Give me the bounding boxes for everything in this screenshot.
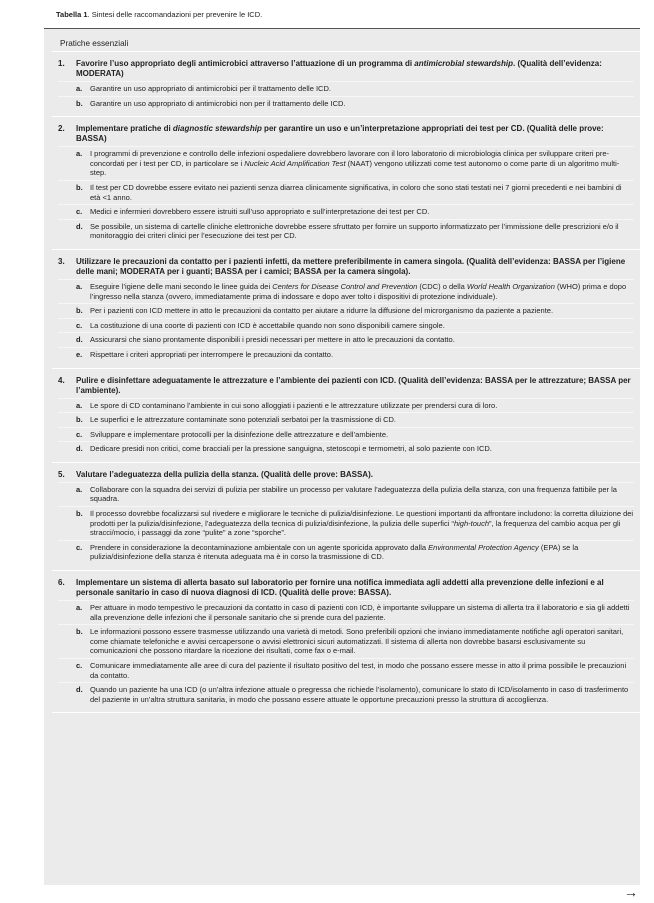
recommendation-text bbox=[76, 470, 373, 480]
recommendation-number: 3. bbox=[58, 256, 65, 266]
table-caption-label: Tabella 1 bbox=[56, 10, 88, 19]
sub-text bbox=[90, 444, 492, 454]
recommendation-number: 1. bbox=[58, 59, 65, 68]
sub-recommendation bbox=[58, 398, 634, 413]
sub-text bbox=[90, 149, 634, 178]
recommendation-text bbox=[76, 59, 634, 79]
text-run: Le spore di CD contaminano l’ambiente in cui sono alloggiati i pazienti e le attrezzature utilizzate per prendersi cura di loro. bbox=[90, 400, 498, 410]
sub-text bbox=[90, 627, 634, 656]
recommendation-number: 2. bbox=[58, 124, 65, 134]
sub-letter: d. bbox=[76, 685, 83, 695]
sub-recommendation bbox=[58, 347, 634, 362]
text-run: Per i pazienti con ICD mettere in atto le precauzioni da contatto per aiutare a ridurre la diffusione del microrganismo da paziente a paziente. bbox=[90, 306, 554, 316]
section-title: Pratiche essenziali bbox=[60, 39, 129, 48]
text-run: Le informazioni possono essere trasmesse utilizzando una varietà di metodi. Sono preferibili opzioni che inviano immediatamente notifiche agli operatori sanitari, come chiamate telefoniche e avvisi cercapersone o avvisi elettronici sicuri automatizzati. Il sistema di allerta non dovrebbe basarsi esclusivamente su comunicazioni che possono ritardare la ricezione dei risultati, come fax o e-mail. bbox=[90, 627, 624, 656]
sub-recommendation bbox=[58, 540, 634, 564]
recommendation-text bbox=[76, 124, 634, 144]
italic-text: high-touch bbox=[453, 518, 489, 528]
sub-recommendation bbox=[58, 81, 634, 96]
recommendation-section bbox=[52, 571, 640, 713]
recommendation-number: 6. bbox=[58, 578, 65, 588]
italic-text: Nucleic Acid Amplification Test bbox=[244, 158, 346, 168]
sub-letter: b. bbox=[76, 306, 83, 316]
text-run: per garantire un uso e un’interpretazione appropriati dei test per CD. (Qualità delle prove: BASSA) bbox=[76, 124, 604, 144]
recommendation-title bbox=[58, 254, 634, 279]
text-run: Favorire l’uso appropriato degli antimicrobici attraverso l’attuazione di un programma di bbox=[76, 59, 415, 68]
text-run: Garantire un uso appropriato di antimicrobici non per il trattamento delle ICD. bbox=[90, 98, 346, 108]
text-run: . (Qualità dell’evidenza: MODERATA) bbox=[76, 59, 602, 78]
italic-text: diagnostic stewardship bbox=[172, 124, 262, 134]
sub-recommendation bbox=[58, 427, 634, 442]
sub-letter: b. bbox=[76, 98, 83, 108]
text-run: Valutare l’adeguatezza della pulizia della stanza. (Qualità delle prove: BASSA). bbox=[76, 469, 373, 479]
recommendation-text bbox=[76, 257, 634, 277]
sub-letter: b. bbox=[76, 182, 83, 192]
text-run: Il test per CD dovrebbe essere evitato nei pazienti senza diarrea clinicamente significativa, in coloro che sono stati testati nei 7 giorni precedenti e nei bambini di età <1 anno. bbox=[90, 182, 622, 202]
sub-letter: a. bbox=[76, 281, 83, 291]
sub-text bbox=[90, 685, 634, 704]
recommendation-section bbox=[52, 117, 640, 250]
text-run: Il processo dovrebbe focalizzarsi sul rivedere e migliorare le tecniche di pulizia/disinfezione. Le questioni importanti da affrontare includono: la corretta diluizione dei prodotti per la pulizia/disinfezione, l’adeguatezza della tecnica di pulizia/disinfezione, la pulizia delle superfici “ bbox=[90, 509, 634, 528]
sub-text bbox=[90, 282, 634, 301]
sub-recommendation bbox=[58, 204, 634, 219]
sub-recommendation bbox=[58, 146, 634, 180]
sub-recommendation bbox=[58, 318, 634, 333]
sub-recommendation bbox=[58, 506, 634, 540]
recommendation-title bbox=[58, 575, 634, 600]
sub-recommendation bbox=[58, 682, 634, 706]
sub-recommendation bbox=[58, 279, 634, 303]
sub-recommendation bbox=[58, 600, 634, 624]
text-run: ”, la frequenza del cambio acqua per gli stracci/mocio, i passaggi da zone “pulite” a zone “sporche”. bbox=[90, 518, 621, 538]
sub-recommendation bbox=[58, 441, 634, 456]
recommendation-section bbox=[52, 52, 640, 117]
sub-letter: b. bbox=[76, 509, 83, 519]
sub-letter: e. bbox=[76, 349, 83, 359]
sub-recommendation bbox=[58, 658, 634, 682]
text-run: Le superfici e le attrezzature contaminate sono potenziali serbatoi per la trasmissione di CD. bbox=[90, 415, 396, 425]
recommendation-number: 5. bbox=[58, 469, 65, 479]
text-run: Per attuare in modo tempestivo le precauzioni da contatto in caso di pazienti con ICD, è importante sviluppare un sistema di allerta tra il laboratorio e sia gli addetti alla prevenzione delle infezioni che il personale sanitario che si prende cura del paziente. bbox=[90, 603, 630, 622]
recommendation-section bbox=[52, 463, 640, 571]
sub-recommendation bbox=[58, 482, 634, 506]
sub-letter: b. bbox=[76, 415, 83, 425]
recommendation-title bbox=[58, 373, 634, 398]
text-run: Implementare un sistema di allerta basato sul laboratorio per fornire una notifica immediata agli addetti alla prevenzione delle infezioni e al personale sanitario in caso di nuova diagnosi di ICD. (Qualità delle prove: BASSA). bbox=[76, 578, 604, 598]
text-run: Rispettare i criteri appropriati per interrompere le precauzioni da contatto. bbox=[90, 349, 334, 359]
sub-text bbox=[90, 222, 634, 241]
sub-letter: c. bbox=[76, 429, 83, 439]
recommendation-section bbox=[52, 250, 640, 369]
sub-text bbox=[90, 661, 634, 680]
sub-text bbox=[90, 183, 634, 202]
sub-text bbox=[90, 603, 634, 622]
sub-letter: c. bbox=[76, 207, 83, 217]
sub-letter: d. bbox=[76, 444, 83, 454]
recommendations-list bbox=[52, 29, 640, 713]
sub-text bbox=[90, 543, 634, 562]
text-run: Comunicare immediatamente alle aree di cura del paziente il risultato positivo del test, in modo che possano essere messe in atto il prima possibile le precauzioni da contatto. bbox=[90, 661, 627, 680]
text-run: Prendere in considerazione la decontaminazione ambientale con un agente sporicida approvato dalla bbox=[90, 542, 429, 552]
sub-letter: c. bbox=[76, 661, 83, 670]
text-run: Quando un paziente ha una ICD (o un’altra infezione attuale o pregressa che richiede l’isolamento), comunicare lo stato di ICD/isolamento in caso di trasferimento del paziente in un’altra struttura sanitaria, in modo che possano essere attuate le opportune precauzioni presso la struttura di accoglienza. bbox=[90, 685, 629, 704]
text-run: Medici e infermieri dovrebbero essere istruiti sull’uso appropriato e sull’interpretazione dei test per CD. bbox=[90, 207, 430, 217]
sub-letter: b. bbox=[76, 627, 83, 637]
sub-text bbox=[90, 485, 634, 504]
sub-recommendation bbox=[58, 219, 634, 243]
recommendation-title bbox=[58, 467, 634, 482]
sub-text bbox=[90, 321, 445, 331]
sub-text bbox=[90, 401, 497, 411]
text-run: Garantire un uso appropriato di antimicrobici per il trattamento delle ICD. bbox=[90, 84, 331, 93]
sub-recommendation bbox=[58, 303, 634, 318]
sub-text bbox=[90, 415, 396, 425]
sub-letter: c. bbox=[76, 320, 83, 330]
sub-letter: a. bbox=[76, 484, 83, 494]
text-run: La costituzione di una coorte di pazienti con ICD è accettabile quando non sono disponibili camere singole. bbox=[90, 320, 445, 330]
recommendation-section bbox=[52, 369, 640, 463]
table-caption bbox=[56, 10, 262, 19]
recommendation-number: 4. bbox=[58, 375, 65, 385]
text-run: Pulire e disinfettare adeguatamente le attrezzature e l’ambiente dei pazienti con ICD. (Qualità dell’evidenza: BASSA per le attrezzature; BASSA per l’ambiente). bbox=[76, 375, 631, 395]
sub-recommendation bbox=[58, 624, 634, 658]
sub-letter: a. bbox=[76, 400, 83, 410]
text-run: Implementare pratiche di bbox=[76, 124, 173, 134]
recommendation-title bbox=[58, 121, 634, 146]
sub-letter: a. bbox=[76, 84, 83, 93]
text-run: (NAAT) vengono utilizzati come test autonomo o come parte di un algoritmo multi-step. bbox=[90, 158, 620, 178]
sub-text bbox=[90, 430, 388, 440]
text-run: (CDC) o della bbox=[417, 281, 467, 291]
sub-letter: d. bbox=[76, 221, 83, 231]
table-caption-text: . Sintesi delle raccomandazioni per prevenire le ICD. bbox=[87, 10, 263, 19]
italic-text: Centers for Disease Control and Prevention bbox=[272, 281, 418, 291]
sub-recommendation bbox=[58, 180, 634, 204]
text-run: Sviluppare e implementare protocolli per la disinfezione delle attrezzature e dell’ambiente. bbox=[90, 429, 389, 439]
recommendation-text bbox=[76, 578, 634, 598]
text-run: Utilizzare le precauzioni da contatto per i pazienti infetti, da mettere preferibilmente in camera singola. (Qualità dell’evidenza: BASSA per l’igiene delle mani; MODERATA per i guanti; BASSA per i camici; BASSA per la camera singola). bbox=[76, 256, 626, 276]
sub-text bbox=[90, 306, 553, 316]
recommendations-panel bbox=[44, 29, 640, 885]
sub-letter: a. bbox=[76, 603, 83, 613]
recommendation-title bbox=[58, 56, 634, 81]
italic-text: antimicrobial stewardship bbox=[414, 59, 513, 68]
sub-text bbox=[90, 84, 331, 94]
sub-text bbox=[90, 99, 346, 109]
recommendation-text bbox=[76, 376, 634, 396]
text-run: (WHO) prima e dopo l’ingresso nella stanza (ovvero, immediatamente prima di indossare e dopo aver tolto i dispositivi di protezione individuale). bbox=[90, 281, 627, 301]
text-run: Se possibile, un sistema di cartelle cliniche elettroniche dovrebbe essere sfruttato per fornire un supporto informatizzato per l’immissione delle prescrizioni e/o il monitoraggio dei criteri clinici per l’esecuzione dei test per CD. bbox=[90, 221, 619, 241]
text-run: Assicurarsi che siano prontamente disponibili i presidi necessari per mettere in atto le precauzioni da contatto. bbox=[90, 335, 455, 345]
sub-recommendation bbox=[58, 96, 634, 111]
text-run: Dedicare presidi non critici, come bracciali per la pressione sanguigna, stetoscopi e termometri, al solo paziente con ICD. bbox=[90, 444, 492, 454]
sub-text bbox=[90, 509, 634, 538]
sub-text bbox=[90, 207, 429, 217]
italic-text: Environmental Protection Agency bbox=[428, 542, 539, 552]
text-run: Collaborare con la squadra dei servizi di pulizia per stabilire un processo per valutare l’adeguatezza della pulizia della stanza, con una frequenza fattibile per la squadra. bbox=[90, 484, 617, 504]
sub-recommendation bbox=[58, 412, 634, 427]
sub-letter: d. bbox=[76, 335, 83, 345]
text-run: (EPA) se la pulizia/disinfezione della stanza è ritenuta adeguata ma è in corso la trasmissione di CD. bbox=[90, 542, 579, 562]
sub-recommendation bbox=[58, 332, 634, 347]
next-page-arrow-icon[interactable]: → bbox=[624, 884, 638, 900]
sub-letter: c. bbox=[76, 542, 83, 552]
text-run: I programmi di prevenzione e controllo delle infezioni ospedaliere dovrebbero lavorare con il loro laboratorio di microbiologia clinica per sviluppare criteri pre-concordati per i test per CD, in particolare se i bbox=[90, 149, 610, 168]
sub-text bbox=[90, 335, 455, 345]
sub-text bbox=[90, 350, 333, 360]
section-header bbox=[52, 29, 640, 52]
italic-text: World Health Organization bbox=[466, 281, 555, 291]
text-run: Eseguire l’igiene delle mani secondo le linee guida dei bbox=[90, 281, 273, 291]
sub-letter: a. bbox=[76, 149, 83, 159]
